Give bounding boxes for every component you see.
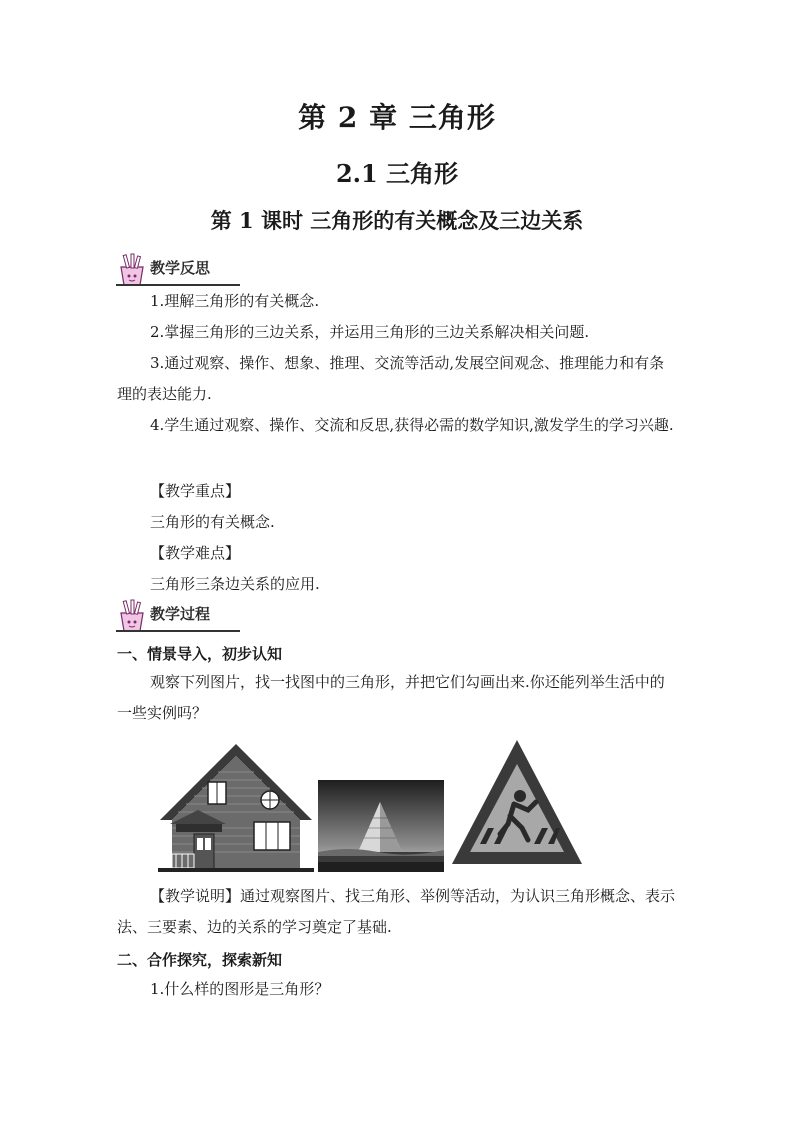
key-point-text: 三角形的有关概念.: [150, 513, 275, 531]
section2-question-1: 1.什么样的图形是三角形？: [150, 980, 330, 998]
goal-1: 1.理解三角形的有关概念.: [150, 292, 320, 310]
pencil-cup-icon: [116, 599, 148, 633]
house-image: [158, 742, 314, 872]
lesson-title: 第 1 课时 三角形的有关概念及三边关系: [210, 208, 584, 233]
goals-badge-label: 教学反思: [150, 259, 211, 277]
pyramid-image: [318, 780, 444, 872]
crossing-sign-image: [448, 736, 586, 870]
explain-text: 【教学说明】通过观察图片、找三角形、举例等活动，为认识三角形概念、表示法、三要素、边的关系的学习奠定了基础.: [117, 887, 676, 936]
badge-underline: [116, 630, 240, 632]
process-badge: [116, 599, 246, 635]
key-point-label: 【教学重点】: [150, 482, 241, 500]
difficulty-text: 三角形三条边关系的应用.: [150, 575, 320, 593]
goals-badge: [116, 253, 246, 289]
pencil-cup-icon: [116, 253, 148, 287]
goal-2: 2.掌握三角形的三边关系，并运用三角形的三边关系解决相关问题.: [150, 323, 590, 341]
goal-4: 4.学生通过观察、操作、交流和反思,获得必需的数学知识,激发学生的学习兴趣.: [150, 416, 674, 434]
chapter-title: 第 2 章 三角形: [298, 101, 496, 134]
process-badge-label: 教学过程: [150, 605, 211, 623]
section1-text: 观察下列图片，找一找图中的三角形，并把它们勾画出来.你还能列举生活中的一些实例吗？: [117, 673, 665, 722]
example-images: [158, 742, 588, 874]
difficulty-label: 【教学难点】: [150, 544, 241, 562]
section1-heading: 一、情景导入，初步认知: [117, 645, 283, 663]
section2-heading: 二、合作探究，探索新知: [117, 951, 283, 969]
goal-3: 3.通过观察、操作、想象、推理、交流等活动,发展空间观念、推理能力和有条理的表达能力.: [117, 354, 665, 403]
section-title: 2.1 三角形: [335, 159, 459, 188]
